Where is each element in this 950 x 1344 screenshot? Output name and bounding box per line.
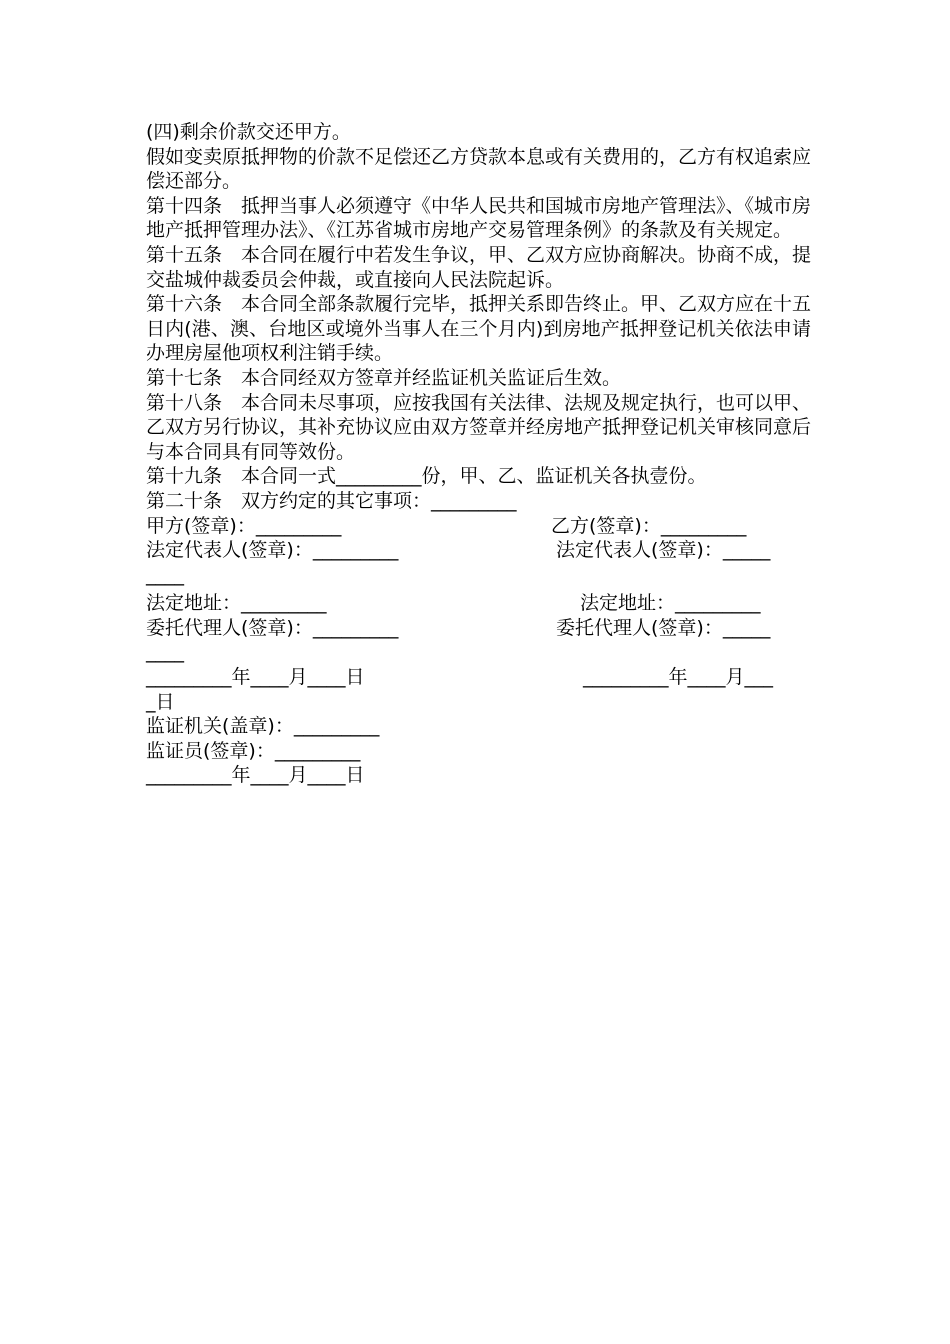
signature-row-date-cont bbox=[146, 690, 811, 715]
party-a-address-field: 法定地址：_________ bbox=[146, 592, 327, 615]
notary-date-field: _________年____月____日 bbox=[146, 764, 365, 787]
party-b-legal-rep-field-cont: ____ bbox=[146, 563, 184, 586]
signature-row-agent-cont bbox=[146, 640, 811, 665]
party-a-signature-field: 甲方(签章)：_________ bbox=[146, 514, 342, 537]
notary-officer-field: 监证员(签章)：_________ bbox=[146, 739, 361, 762]
clause-remaining-proceeds: (四)剩余价款交还甲方。 bbox=[146, 121, 351, 143]
party-b-legal-rep-field: 法定代表人(签章)：_____ bbox=[556, 539, 771, 562]
notary-authority-row bbox=[146, 714, 811, 739]
signature-row-legal-rep-cont bbox=[146, 563, 811, 588]
signature-row-address bbox=[146, 591, 811, 616]
clause-article-19: 第十九条 本合同一式_________份，甲、乙、监证机关各执壹份。 bbox=[146, 465, 707, 488]
clause-article-20: 第二十条 双方约定的其它事项：_________ bbox=[146, 489, 517, 512]
party-b-signature-field: 乙方(签章)：_________ bbox=[551, 514, 747, 537]
notary-authority-field: 监证机关(盖章)：_________ bbox=[146, 715, 380, 738]
party-b-date-field-cont: _日 bbox=[146, 690, 175, 713]
party-a-date-field: _________年____月____日 bbox=[146, 666, 365, 689]
party-b-agent-field: 委托代理人(签章)：_____ bbox=[556, 616, 771, 639]
notary-date-row bbox=[146, 763, 811, 788]
party-b-agent-field-cont: ____ bbox=[146, 641, 184, 664]
party-b-address-field: 法定地址：_________ bbox=[580, 592, 761, 615]
clause-shortfall-recovery: 假如变卖原抵押物的价款不足偿还乙方贷款本息或有关费用的，乙方有权追索应偿还部分。 bbox=[146, 145, 812, 193]
signature-row-parties bbox=[146, 514, 811, 539]
contract-body bbox=[146, 120, 811, 788]
signature-row-agent bbox=[146, 616, 811, 641]
clause-article-14: 第十四条 抵押当事人必须遵守《中华人民共和国城市房地产管理法》、《城市房地产抵押管理办法》、《江苏省城市房地产交易管理条例》的条款及有关规定。 bbox=[146, 194, 812, 242]
clause-article-17: 第十七条 本合同经双方签章并经监证机关监证后生效。 bbox=[146, 366, 622, 389]
clause-article-16: 第十六条 本合同全部条款履行完毕，抵押关系即告终止。甲、乙双方应在十五日内(港、澳、台地区或境外当事人在三个月内)到房地产抵押登记机关依法申请办理房屋他项权利注销手续。 bbox=[146, 293, 812, 365]
party-a-legal-rep-field: 法定代表人(签章)：_________ bbox=[146, 539, 399, 562]
signature-row-date bbox=[146, 665, 811, 690]
clause-article-15: 第十五条 本合同在履行中若发生争议，甲、乙双方应协商解决。协商不成，提交盐城仲裁委员会仲裁，或直接向人民法院起诉。 bbox=[146, 243, 812, 291]
party-a-agent-field: 委托代理人(签章)：_________ bbox=[146, 616, 399, 639]
party-b-date-field: _________年____月___ bbox=[583, 666, 774, 689]
clause-article-18: 第十八条 本合同未尽事项，应按我国有关法律、法规及规定执行，也可以甲、乙双方另行协议，其补充协议应由双方签章并经房地产抵押登记机关审核同意后与本合同具有同等效份。 bbox=[146, 391, 812, 463]
notary-officer-row bbox=[146, 739, 811, 764]
signature-row-legal-rep bbox=[146, 538, 811, 563]
